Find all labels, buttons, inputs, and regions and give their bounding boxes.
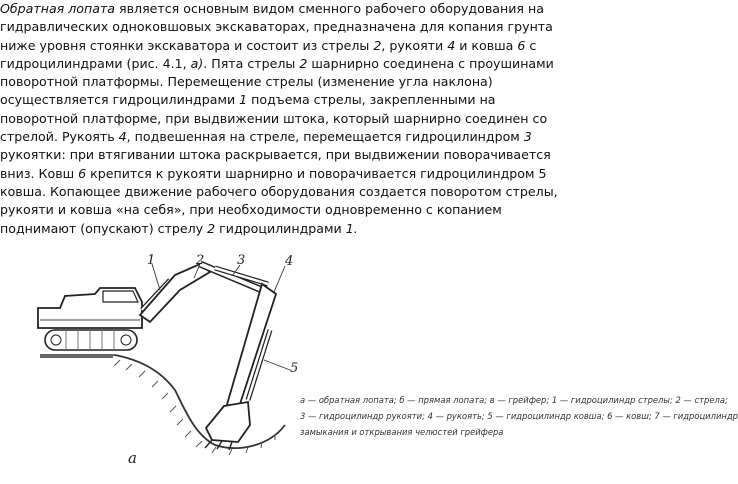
crawler-track bbox=[45, 330, 137, 350]
text-run: рукоятки: при втягивании штока раскрывается, при выдвижении поворачивается bbox=[0, 147, 551, 163]
callout-label-2: 2 bbox=[196, 253, 205, 268]
callout-label-3: 3 bbox=[237, 253, 246, 268]
text-run: вниз. Ковш bbox=[0, 165, 79, 181]
text-run: рукояти и ковша «на себя», при необходимости одновременно с копанием bbox=[0, 202, 502, 218]
text-run: . Пята стрелы bbox=[203, 55, 300, 71]
figure-caption-line: а — обратная лопата; б — прямая лопата; в — грейфер; 1 — гидроцилиндр стрелы; 2 — стрела; bbox=[300, 395, 728, 405]
text-run: и ковша bbox=[455, 37, 518, 53]
italic-reference: 4 bbox=[118, 129, 127, 145]
italic-reference: Обратная лопата bbox=[0, 1, 116, 16]
leader-4 bbox=[274, 266, 285, 292]
paragraph-line bbox=[0, 37, 640, 55]
italic-reference: 6 bbox=[517, 37, 526, 53]
pit-hatching bbox=[114, 360, 275, 455]
text-run: стрелой. Рукоять bbox=[0, 129, 119, 145]
paragraph-line bbox=[0, 183, 640, 201]
text-run: является основным видом сменного рабочего оборудования на bbox=[115, 1, 544, 16]
paragraph-line bbox=[0, 146, 640, 164]
text-run: , подвешенная на стреле, перемещается гидроцилиндром bbox=[126, 129, 524, 145]
paragraph-line bbox=[0, 165, 640, 183]
paragraph-line bbox=[0, 201, 640, 219]
callout-label-4: 4 bbox=[285, 254, 294, 269]
italic-reference: 6 bbox=[78, 165, 87, 181]
text-run: гидроцилиндрами (рис. 4.1, bbox=[0, 55, 191, 71]
italic-reference: 2 bbox=[299, 55, 308, 71]
text-run: поворотной платформе, при выдвижении штока, который шарнирно соединен со bbox=[0, 110, 548, 126]
italic-reference: 1. bbox=[345, 220, 358, 236]
italic-reference: 4 bbox=[447, 37, 456, 53]
italic-reference: а) bbox=[190, 55, 204, 71]
callout-label-5: 5 bbox=[290, 361, 299, 376]
paragraph-line bbox=[0, 128, 640, 146]
text-run: подъема стрелы, закрепленными на bbox=[247, 92, 496, 108]
figure-caption-line: замыкания и открывания челюстей грейфера bbox=[300, 427, 504, 437]
text-run: ковша. Копающее движение рабочего оборудования создается поворотом стрелы, bbox=[0, 183, 558, 199]
text-run: шарнирно соединена с проушинами bbox=[307, 55, 554, 71]
paragraph-line bbox=[0, 0, 640, 18]
italic-reference: 1 bbox=[239, 92, 248, 108]
text-run: поворотной платформы. Перемещение стрелы (изменение угла наклона) bbox=[0, 74, 493, 90]
leader-5 bbox=[264, 360, 290, 370]
paragraph-line bbox=[0, 91, 640, 109]
paragraph-line bbox=[0, 110, 640, 128]
excavator-figure bbox=[0, 250, 738, 480]
text-run: поднимают (опускают) стрелу bbox=[0, 220, 208, 236]
italic-reference: 3 bbox=[523, 129, 532, 145]
text-run: , рукояти bbox=[381, 37, 448, 53]
italic-reference: 2 bbox=[373, 37, 382, 53]
text-run: ниже уровня стоянки экскаватора и состоит из стрелы bbox=[0, 37, 374, 53]
paragraph-line bbox=[0, 18, 640, 36]
figure-caption-line: 3 — гидроцилиндр рукояти; 4 — рукоять; 5 — гидроцилиндр ковша; 6 — ковш; 7 — гидроцилиндр bbox=[300, 411, 738, 421]
figure-letter: а bbox=[128, 449, 137, 467]
paragraph-line bbox=[0, 55, 640, 73]
paragraph-line bbox=[0, 73, 640, 91]
text-run: с bbox=[525, 37, 537, 53]
text-run: гидравлических одноковшовых экскаваторах, предназначена для копания грунта bbox=[0, 19, 553, 35]
paragraph-line bbox=[0, 220, 640, 238]
boom bbox=[140, 264, 262, 322]
text-run: крепится к рукояти шарнирно и поворачивается гидроцилиндром 5 bbox=[86, 165, 547, 181]
text-run: осуществляется гидроцилиндрами bbox=[0, 92, 240, 108]
ground-line bbox=[40, 355, 115, 357]
italic-reference: 2 bbox=[207, 220, 216, 236]
text-run: гидроцилиндрами bbox=[215, 220, 346, 236]
backhoe-diagram bbox=[0, 250, 640, 480]
body-paragraph bbox=[0, 0, 640, 238]
excavator-house bbox=[38, 288, 142, 328]
callout-label-1: 1 bbox=[147, 253, 156, 268]
